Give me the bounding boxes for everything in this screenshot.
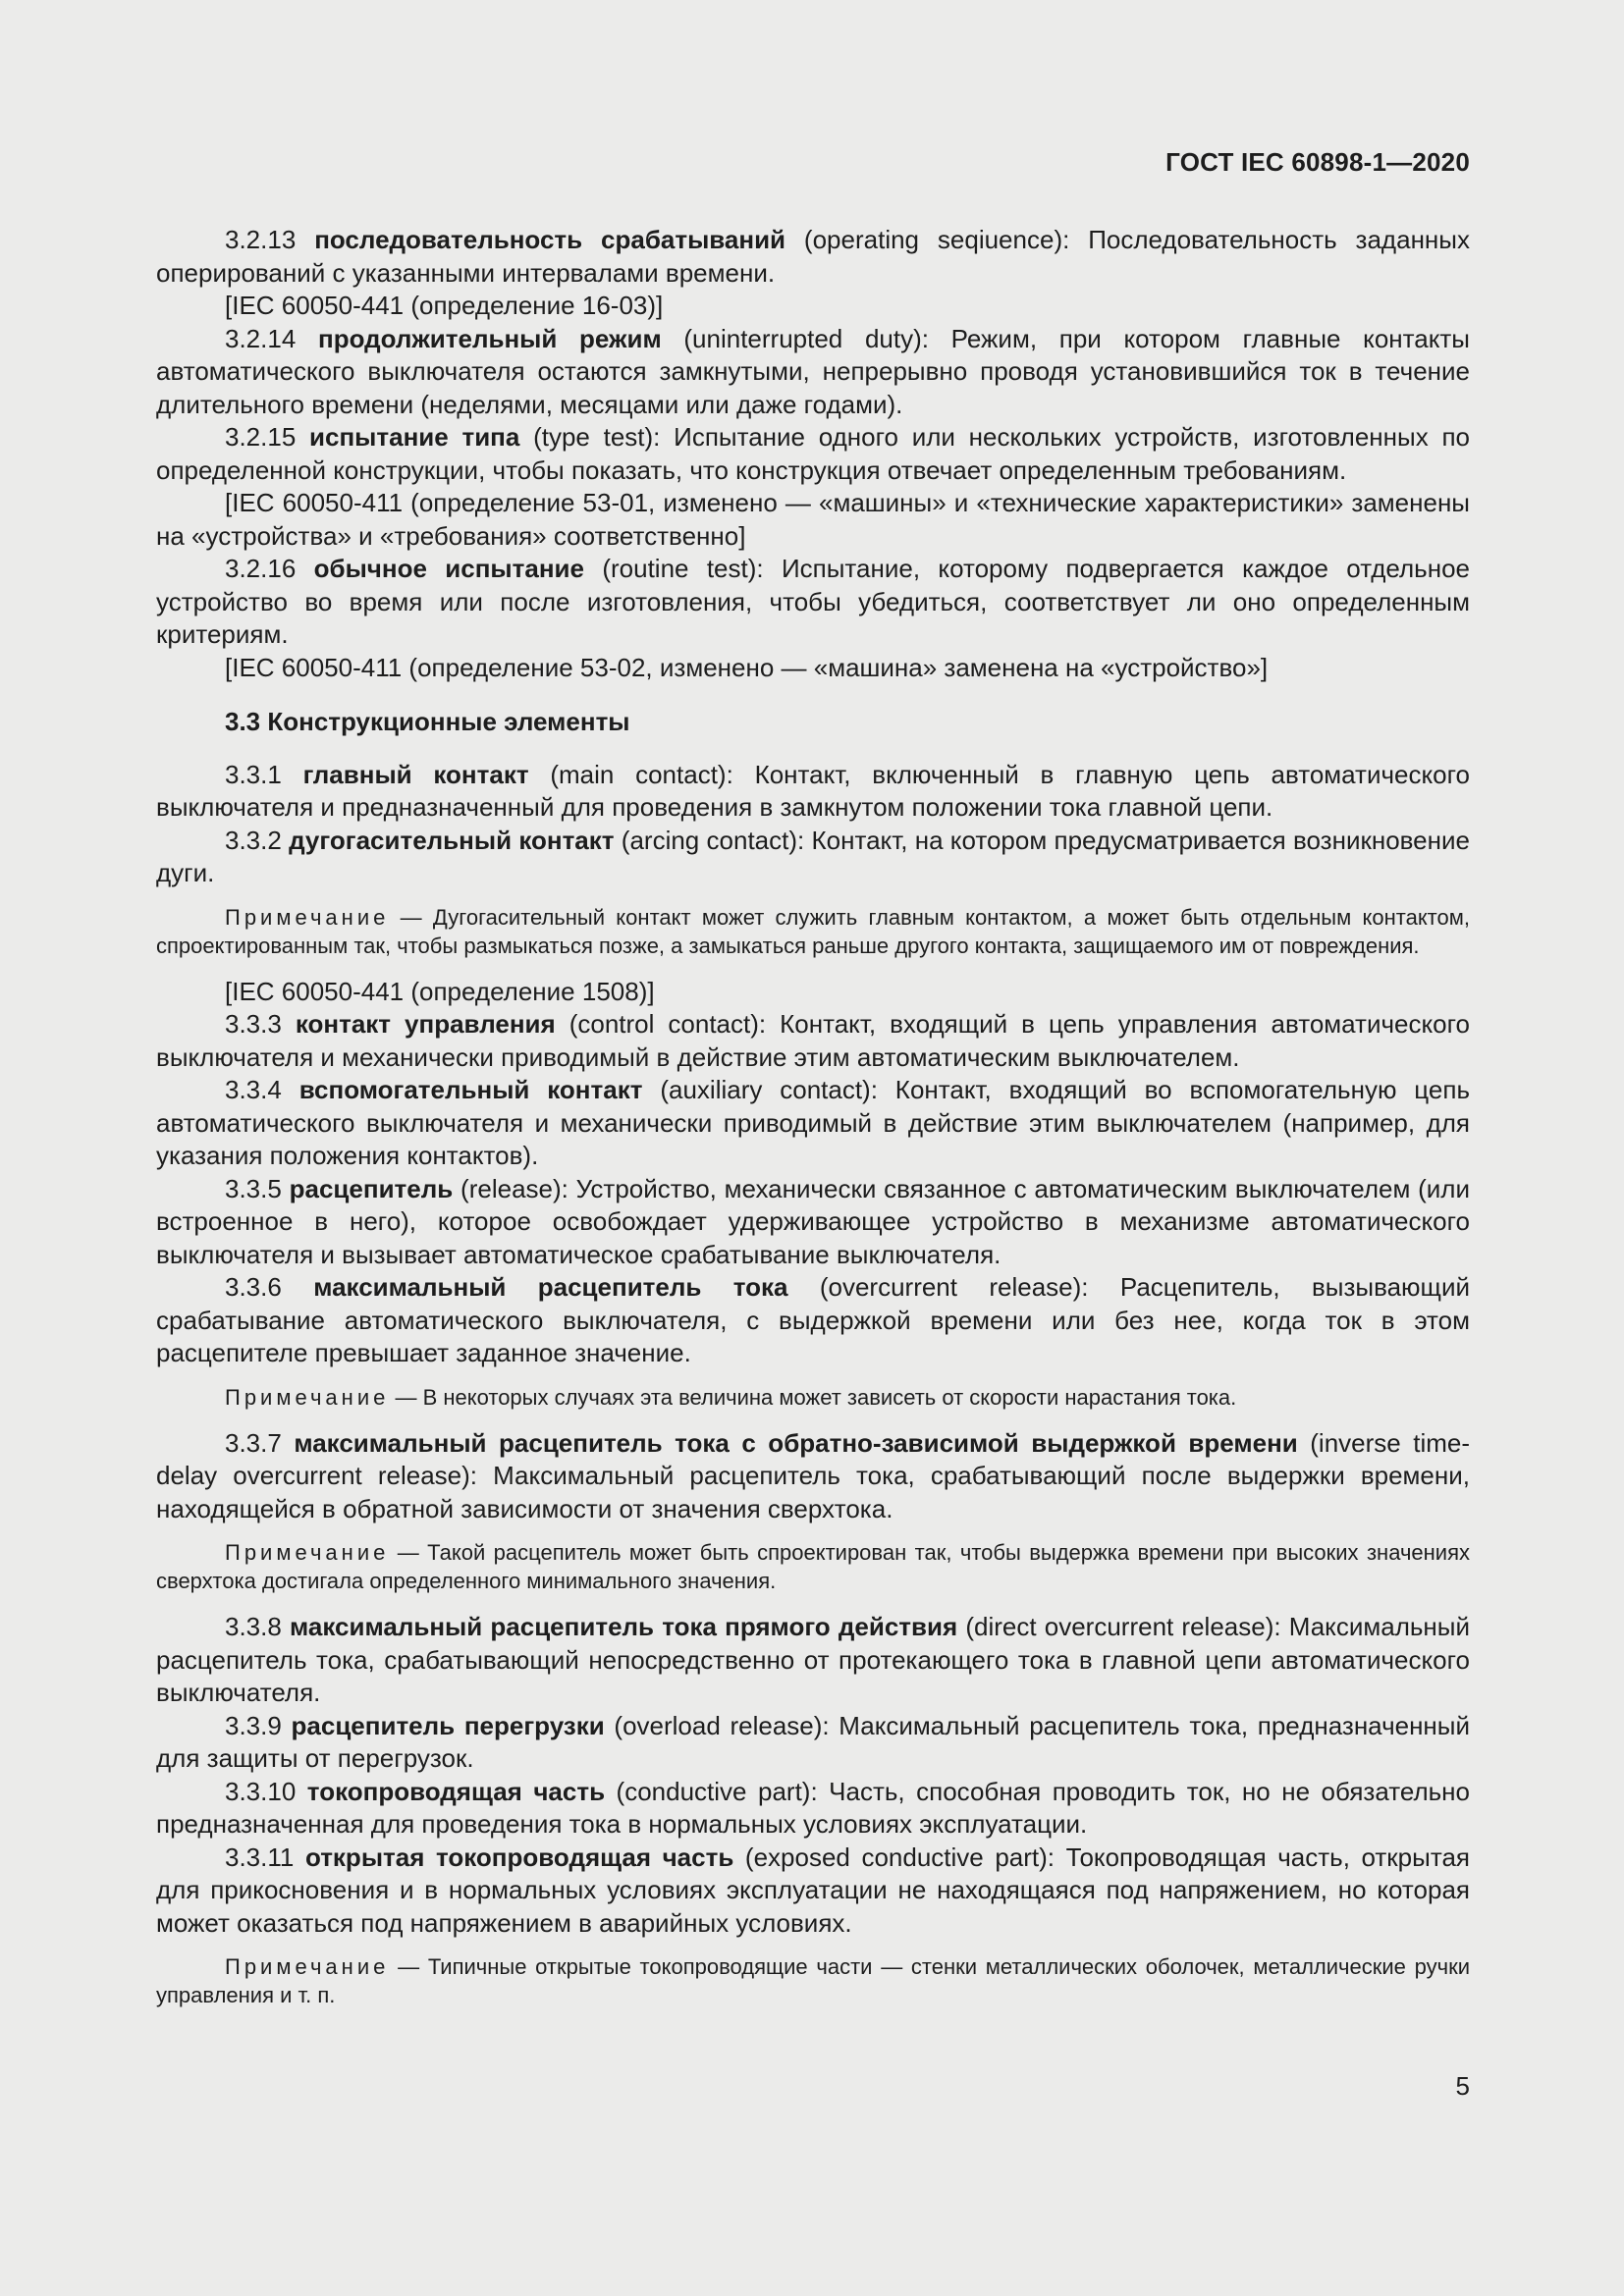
definition-paragraph <box>156 323 1470 422</box>
definition-term: обычное испытание <box>313 554 584 583</box>
definition-term: дугогасительный контакт <box>289 825 615 855</box>
definition-number: 3.3.9 <box>225 1710 282 1740</box>
definition-number: 3.2.14 <box>225 323 297 353</box>
definition-number: 3.2.16 <box>225 554 297 583</box>
definition-paragraph <box>156 1710 1470 1776</box>
note-label: Примечание <box>225 1384 390 1410</box>
definition-paragraph <box>156 1427 1470 1526</box>
definition-term: открытая токопроводящая часть <box>304 1842 734 1872</box>
definition-text: (arcing contact): Контакт, на котором предусматривается возникновение дуги. <box>156 825 1470 887</box>
definition-number: 3.3.3 <box>225 1009 282 1039</box>
note-paragraph <box>156 1538 1470 1595</box>
definition-text: (auxiliary contact): Контакт, входящий во вспомогательную цепь автоматического выключателя и механически приводимый в действие этим выключателем (например, для указания положения контактов). <box>156 1075 1470 1170</box>
definition-paragraph <box>156 759 1470 825</box>
definition-term: продолжительный режим <box>317 323 662 353</box>
definition-paragraph <box>156 1842 1470 1941</box>
section-heading-text: 3.3 Конструкционные элементы <box>225 707 630 736</box>
document-body <box>156 224 1470 2025</box>
note-text: — Типичные открытые токопроводящие части — стенки металлических оболочек, металлические ручки управления и т. п. <box>156 1954 1470 2007</box>
note-label: Примечание <box>225 1540 390 1565</box>
definition-number: 3.3.5 <box>225 1173 282 1203</box>
definition-text: (overcurrent release): Расцепитель, вызывающий срабатывание автоматического выключателя, с выдержкой времени или без нее, когда ток в этом расцепителе превышает заданное значение. <box>156 1272 1470 1367</box>
reference-text: [IEC 60050-441 (определение 1508)] <box>225 976 655 1006</box>
definition-term: главный контакт <box>302 759 529 789</box>
definition-paragraph <box>156 1008 1470 1074</box>
document-header: ГОСТ IEC 60898-1—2020 <box>1165 147 1470 177</box>
definition-paragraph <box>156 1776 1470 1842</box>
definition-term: расцепитель перегрузки <box>291 1710 605 1740</box>
definition-paragraph <box>156 421 1470 487</box>
definition-paragraph <box>156 825 1470 890</box>
definition-term: токопроводящая часть <box>306 1776 606 1806</box>
definition-number: 3.3.4 <box>225 1075 282 1104</box>
note-paragraph <box>156 1952 1470 2009</box>
definition-paragraph <box>156 1271 1470 1370</box>
definition-number: 3.2.13 <box>225 225 297 254</box>
definition-paragraph <box>156 224 1470 290</box>
definition-text: (release): Устройство, механически связанное с автоматическим выключателем (или встроенное в него), которое освобождает удерживающее устройство в механизме автоматического выключателя и вызывает автоматическое срабатывание выключателя. <box>156 1173 1470 1269</box>
definition-number: 3.3.1 <box>225 759 282 789</box>
definition-term: максимальный расцепитель тока прямого действия <box>290 1612 958 1641</box>
definition-number: 3.2.15 <box>225 422 297 452</box>
note-paragraph <box>156 903 1470 960</box>
note-label: Примечание <box>225 1954 390 1979</box>
reference-text: [IEC 60050-411 (определение 53-01, изменено — «машины» и «технические характеристики» заменены на «устройства» и «требования» соответственно] <box>156 488 1470 551</box>
definition-text: (uninterrupted duty): Режим, при котором главные контакты автоматического выключателя остаются замкнутыми, непрерывно проводя установившийся ток в течение длительного времени (неделями, месяцами или даже годами). <box>156 323 1470 419</box>
definition-text: (exposed conductive part): Токопроводящая часть, открытая для прикосновения и в нормальных условиях эксплуатации не находящаяся под напряжением, но которая может оказаться под напряжением в аварийных условиях. <box>156 1842 1470 1938</box>
definition-text: (overload release): Максимальный расцепитель тока, предназначенный для защиты от перегрузок. <box>156 1710 1470 1773</box>
definition-paragraph <box>156 1173 1470 1272</box>
definition-number: 3.3.10 <box>225 1776 297 1806</box>
definition-term: максимальный расцепитель тока с обратно-зависимой выдержкой времени <box>294 1427 1298 1458</box>
definition-text: (conductive part): Часть, способная проводить ток, но не обязательно предназначенная для проведения тока в нормальных условиях эксплуатации. <box>156 1776 1470 1839</box>
definition-text: (main contact): Контакт, включенный в главную цепь автоматического выключателя и предназначенный для проведения в замкнутом положении тока главной цепи. <box>156 759 1470 822</box>
note-text: — В некоторых случаях эта величина может зависеть от скорости нарастания тока. <box>389 1384 1237 1410</box>
definition-number: 3.3.7 <box>225 1427 282 1458</box>
reference-line <box>156 487 1470 553</box>
definition-term: максимальный расцепитель тока <box>313 1272 788 1302</box>
definition-term: расцепитель <box>289 1173 454 1203</box>
reference-text: [IEC 60050-441 (определение 16-03)] <box>225 291 664 320</box>
definition-term: вспомогательный контакт <box>298 1075 643 1104</box>
note-text: — Такой расцепитель может быть спроектирован так, чтобы выдержка времени при высоких значениях сверхтока достигала определенного минимального значения. <box>156 1540 1470 1593</box>
definition-number: 3.3.11 <box>225 1842 295 1872</box>
definition-term: контакт управления <box>295 1009 556 1039</box>
definition-text: (direct overcurrent release): Максимальный расцепитель тока, срабатывающий непосредственно от протекающего тока в главной цепи автоматического выключателя. <box>156 1612 1470 1707</box>
note-paragraph <box>156 1383 1470 1412</box>
section-heading <box>156 706 1470 739</box>
definition-paragraph <box>156 1074 1470 1173</box>
page-number: 5 <box>1455 2071 1470 2101</box>
reference-line <box>156 652 1470 685</box>
definition-text: (operating seqiuence): Последовательность заданных оперирований с указанными интервалами времени. <box>156 225 1470 288</box>
note-label: Примечание <box>225 904 390 930</box>
definition-paragraph <box>156 1611 1470 1710</box>
reference-line <box>156 290 1470 323</box>
reference-text: [IEC 60050-411 (определение 53-02, изменено — «машина» заменена на «устройство»] <box>225 652 1269 682</box>
definition-text: (routine test): Испытание, которому подвергается каждое отдельное устройство во время или после изготовления, чтобы убедиться, соответствует ли оно определенным критериям. <box>156 554 1471 649</box>
definition-text: (control contact): Контакт, входящий в цепь управления автоматического выключателя и механически приводимый в действие этим автоматическим выключателем. <box>156 1009 1470 1072</box>
reference-line <box>156 976 1470 1009</box>
definition-text: (type test): Испытание одного или нескольких устройств, изготовленных по определенной конструкции, чтобы показать, что конструкция отвечает определенным требованиям. <box>156 422 1470 485</box>
definition-number: 3.3.2 <box>225 825 282 855</box>
definition-number: 3.3.6 <box>225 1272 282 1302</box>
definition-text: (inverse time-delay overcurrent release): Максимальный расцепитель тока, срабатывающий после выдержки времени, находящейся в обратной зависимости от значения сверхтока. <box>156 1427 1471 1523</box>
note-text: — Дугогасительный контакт может служить главным контактом, а может быть отдельным контактом, спроектированным так, чтобы размыкаться позже, а замыкаться раньше другого контакта, защищаемого им от повреждения. <box>156 904 1470 958</box>
definition-term: последовательность срабатываний <box>314 225 786 254</box>
definition-paragraph <box>156 553 1470 652</box>
definition-number: 3.3.8 <box>225 1612 282 1641</box>
definition-term: испытание типа <box>309 422 520 452</box>
